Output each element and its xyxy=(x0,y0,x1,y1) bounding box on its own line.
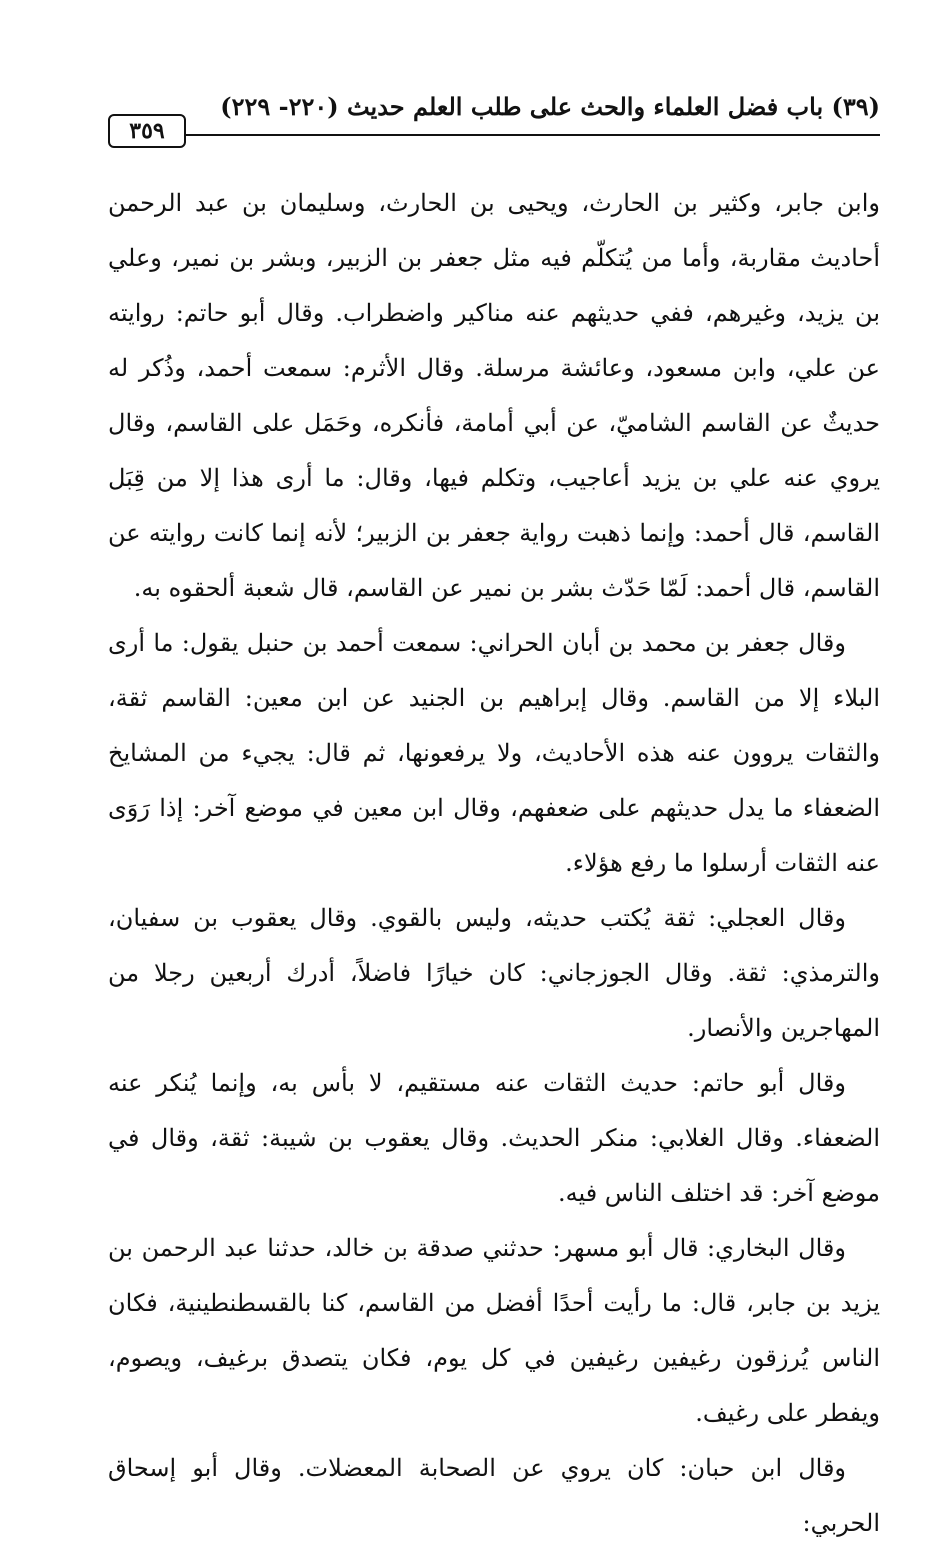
header-rule xyxy=(186,134,880,136)
paragraph: وابن جابر، وكثير بن الحارث، ويحيى بن الحارث، وسليمان بن عبد الرحمن أحاديث مقاربة، وأما من يُتكلّم فيه مثل جعفر بن الزبير، وبشر بن نمير، وعلي بن يزيد، وغيرهم، ففي حديثهم عنه مناكير واضطراب. وقال أبو حاتم: روايته عن علي، وابن مسعود، وعائشة مرسلة. وقال الأثرم: سمعت أحمد، وذُكر له حديثٌ عن القاسم الشاميّ، عن أبي أمامة، فأنكره، وحَمَل على القاسم، وقال يروي عنه علي بن يزيد أعاجيب، وتكلم فيها، وقال: ما أرى هذا إلا من قِبَل القاسم، قال أحمد: وإنما ذهبت رواية جعفر بن الزبير؛ لأنه إنما كانت روايته عن القاسم، قال أحمد: لَمّا حَدّث بشر بن نمير عن القاسم، قال شعبة ألحقوه به. xyxy=(108,189,880,602)
paragraph: وقال جعفر بن محمد بن أبان الحراني: سمعت أحمد بن حنبل يقول: ما أرى البلاء إلا من القاسم. وقال إبراهيم بن الجنيد عن ابن معين: القاسم ثقة، والثقات يروون عنه هذه الأحاديث، ولا يرفعونها، ثم قال: يجيء من المشايخ الضعفاء ما يدل حديثهم على ضعفهم، وقال ابن معين في موضع آخر: إذا رَوَى عنه الثقات أرسلوا ما رفع هؤلاء. xyxy=(108,629,880,877)
chapter-heading: (٣٩) باب فضل العلماء والحث على طلب العلم حديث (٢٢٠- ٢٢٩) xyxy=(220,92,880,121)
body-text xyxy=(108,176,880,1551)
paragraph: وقال البخاري: قال أبو مسهر: حدثني صدقة بن خالد، حدثنا عبد الرحمن بن يزيد بن جابر، قال: ما رأيت أحدًا أفضل من القاسم، كنا بالقسطنطينية، فكان الناس يُرزقون رغيفين رغيفين في كل يوم، فكان يتصدق برغيف، ويصوم، ويفطر على رغيف. xyxy=(108,1234,880,1427)
paragraph: وقال أبو حاتم: حديث الثقات عنه مستقيم، لا بأس به، وإنما يُنكر عنه الضعفاء. وقال الغلابي: منكر الحديث. وقال يعقوب بن شيبة: ثقة، وقال في موضع آخر: قد اختلف الناس فيه. xyxy=(108,1069,880,1207)
page-header xyxy=(108,88,880,146)
paragraph: وقال العجلي: ثقة يُكتب حديثه، وليس بالقوي. وقال يعقوب بن سفيان، والترمذي: ثقة. وقال الجوزجاني: كان خيارًا فاضلاً، أدرك أربعين رجلا من المهاجرين والأنصار. xyxy=(108,904,880,1042)
page-number: ٣٥٩ xyxy=(108,114,186,148)
paragraph: وقال ابن حبان: كان يروي عن الصحابة المعضلات. وقال أبو إسحاق الحربي: xyxy=(108,1454,880,1537)
